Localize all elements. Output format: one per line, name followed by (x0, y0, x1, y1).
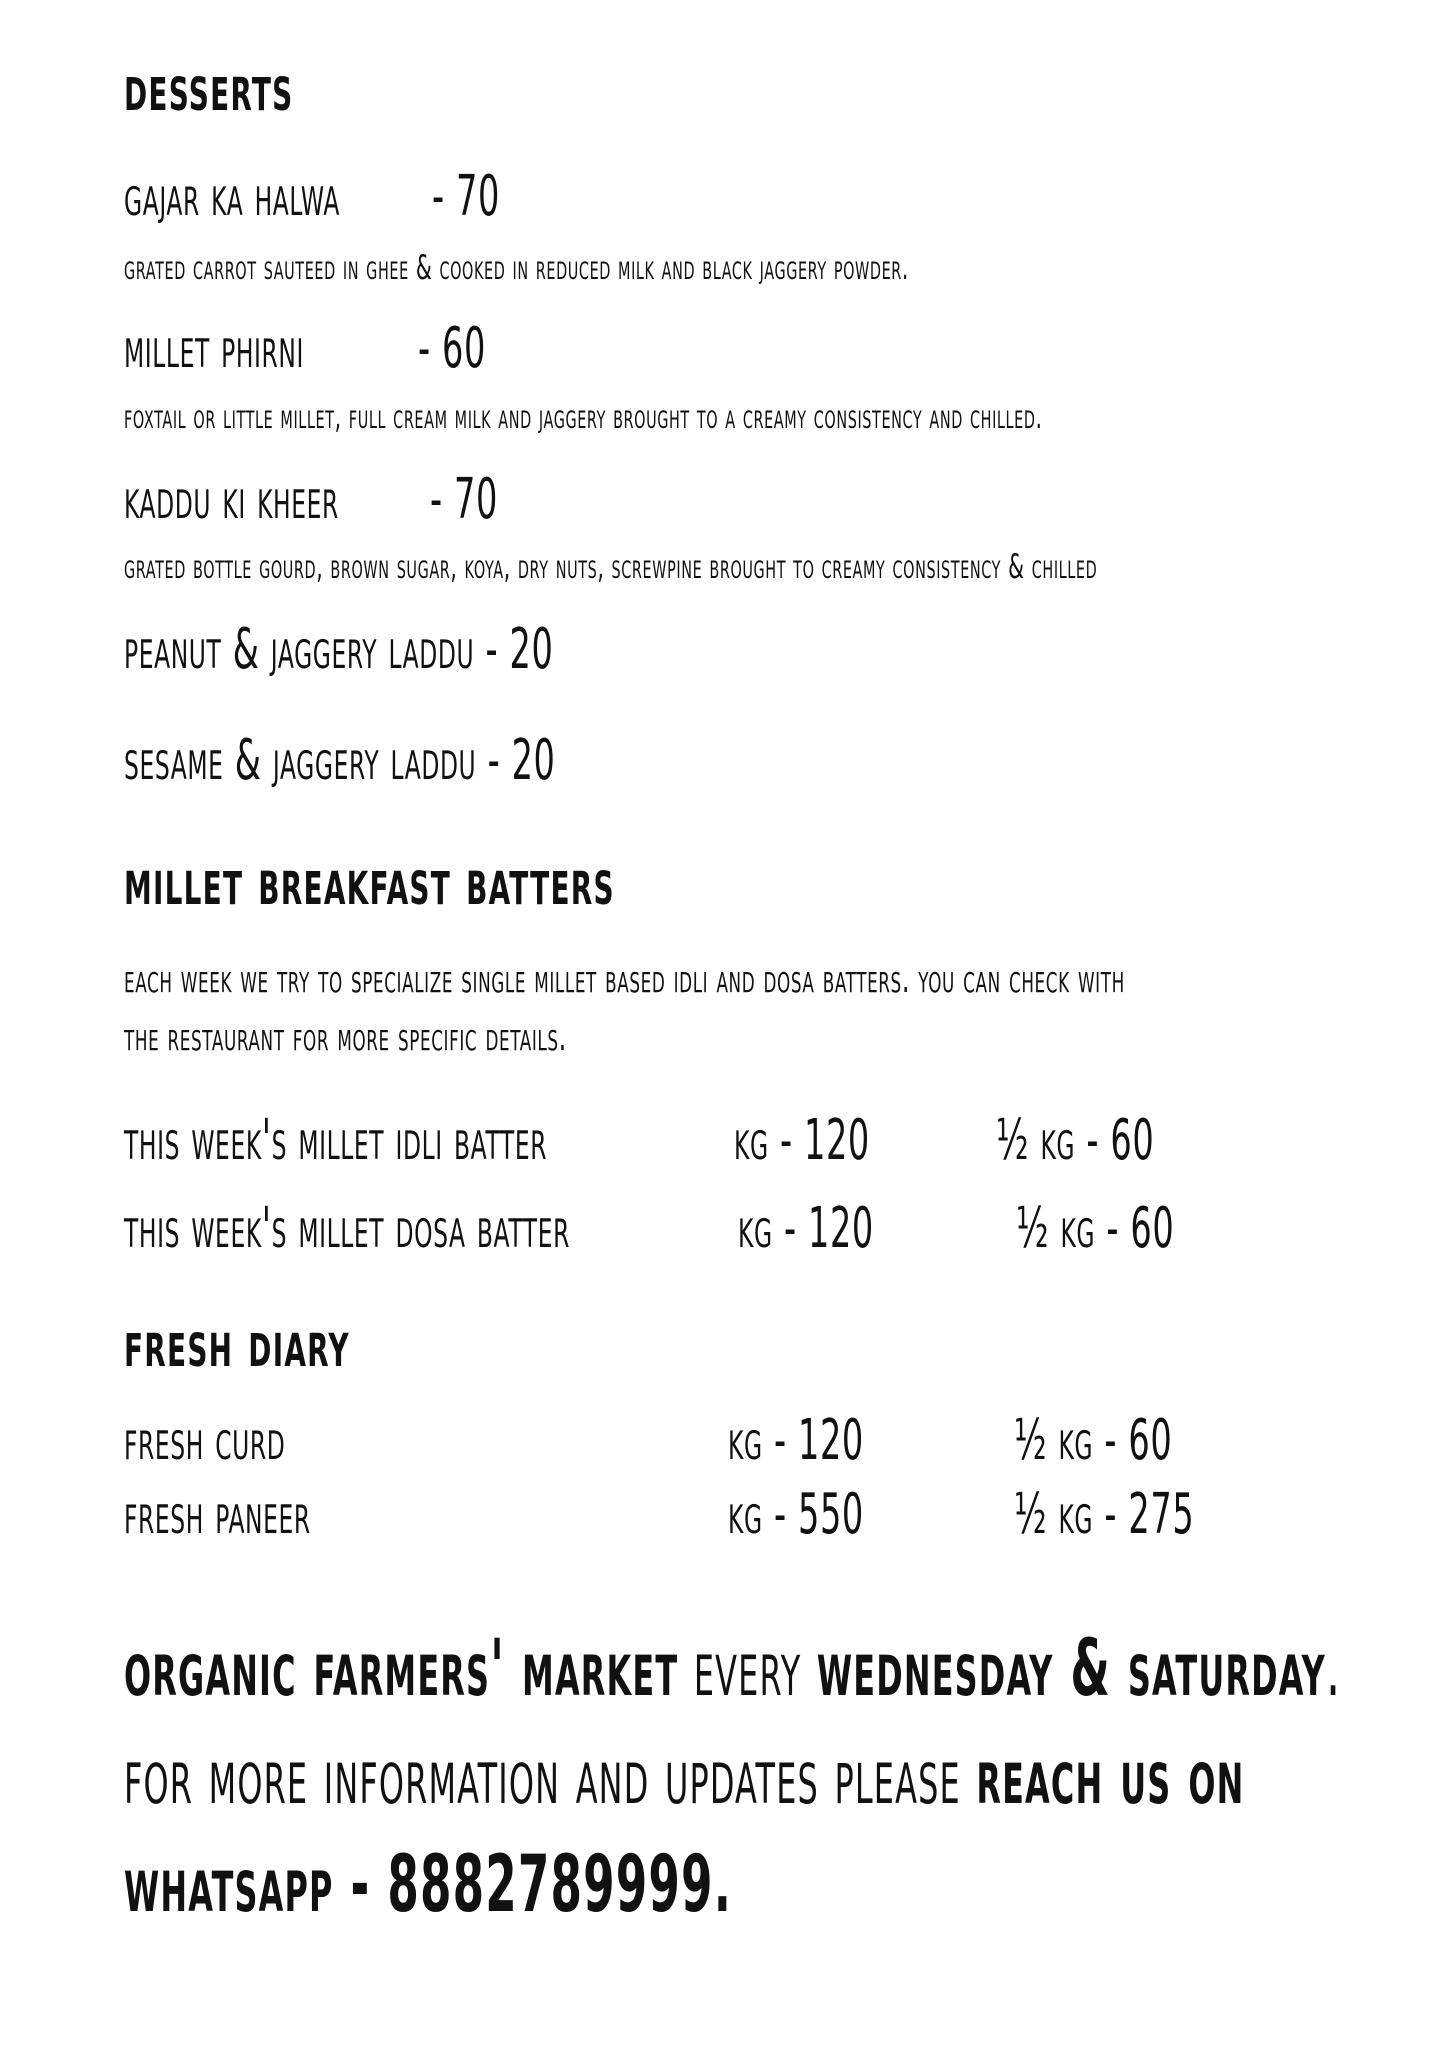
dairy-row-name: fresh curd (124, 1408, 286, 1473)
market-days: wednesday & saturday (816, 1624, 1326, 1714)
batter-row-half-kg-price: ½ kg - 60 (1016, 1196, 1175, 1261)
dessert-item-name: gajar ka halwa (124, 164, 340, 229)
dairy-row-name: fresh paneer (124, 1482, 311, 1547)
market-name: organic farmers' market (124, 1624, 679, 1714)
dessert-item-description: foxtail or little millet, full cream milk and jaggery brought to a creamy consistency and chilled. (124, 397, 1043, 437)
dessert-item-price: - 60 (418, 316, 486, 381)
whatsapp-contact: whatsapp - 8882789999. (124, 1840, 733, 1930)
batter-row-kg-price: kg - 120 (734, 1108, 870, 1173)
batter-row-kg-price: kg - 120 (738, 1196, 874, 1261)
market-every: every (678, 1624, 817, 1714)
batter-row-half-kg-price: ½ kg - 60 (996, 1108, 1155, 1173)
dessert-item-description: grated bottle gourd, brown sugar, koya, dry nuts, screwpine brought to creamy consistency & chilled (124, 547, 1098, 587)
batters-heading: millet breakfast batters (124, 846, 615, 920)
dessert-item-name: millet phirni (124, 316, 304, 381)
dairy-row-kg-price: kg - 550 (728, 1482, 864, 1547)
market-period: . (1325, 1624, 1342, 1714)
dairy-row-half-kg-price: ½ kg - 60 (1014, 1408, 1173, 1473)
batters-intro-line1: each week we try to specialize single millet based idli and dosa batters. you can check with (124, 956, 1125, 1002)
dessert-item-name: kaddu ki kheer (124, 467, 339, 532)
desserts-heading: desserts (124, 52, 294, 126)
dessert-item-name: sesame & jaggery laddu - 20 (124, 728, 556, 793)
info-line (124, 1732, 1244, 1822)
dairy-row-half-kg-price: ½ kg - 275 (1014, 1482, 1195, 1547)
info-reach-us: reach us on (976, 1732, 1245, 1822)
dairy-row-kg-price: kg - 120 (728, 1408, 864, 1473)
dessert-item-price: - 70 (430, 467, 498, 532)
dessert-item-description: grated carrot sauteed in ghee & cooked in reduced milk and black jaggery powder. (124, 248, 909, 288)
dessert-item-price: - 70 (432, 164, 500, 229)
batter-row-name: this week's millet idli batter (124, 1108, 548, 1173)
market-announcement (124, 1624, 1341, 1714)
batters-intro-line2: the restaurant for more specific details. (124, 1014, 567, 1060)
dessert-item-name: peanut & jaggery laddu - 20 (124, 617, 554, 682)
dairy-heading: fresh diary (124, 1308, 350, 1382)
batter-row-name: this week's millet dosa batter (124, 1196, 570, 1261)
info-text: for more information and updates please (124, 1732, 977, 1822)
